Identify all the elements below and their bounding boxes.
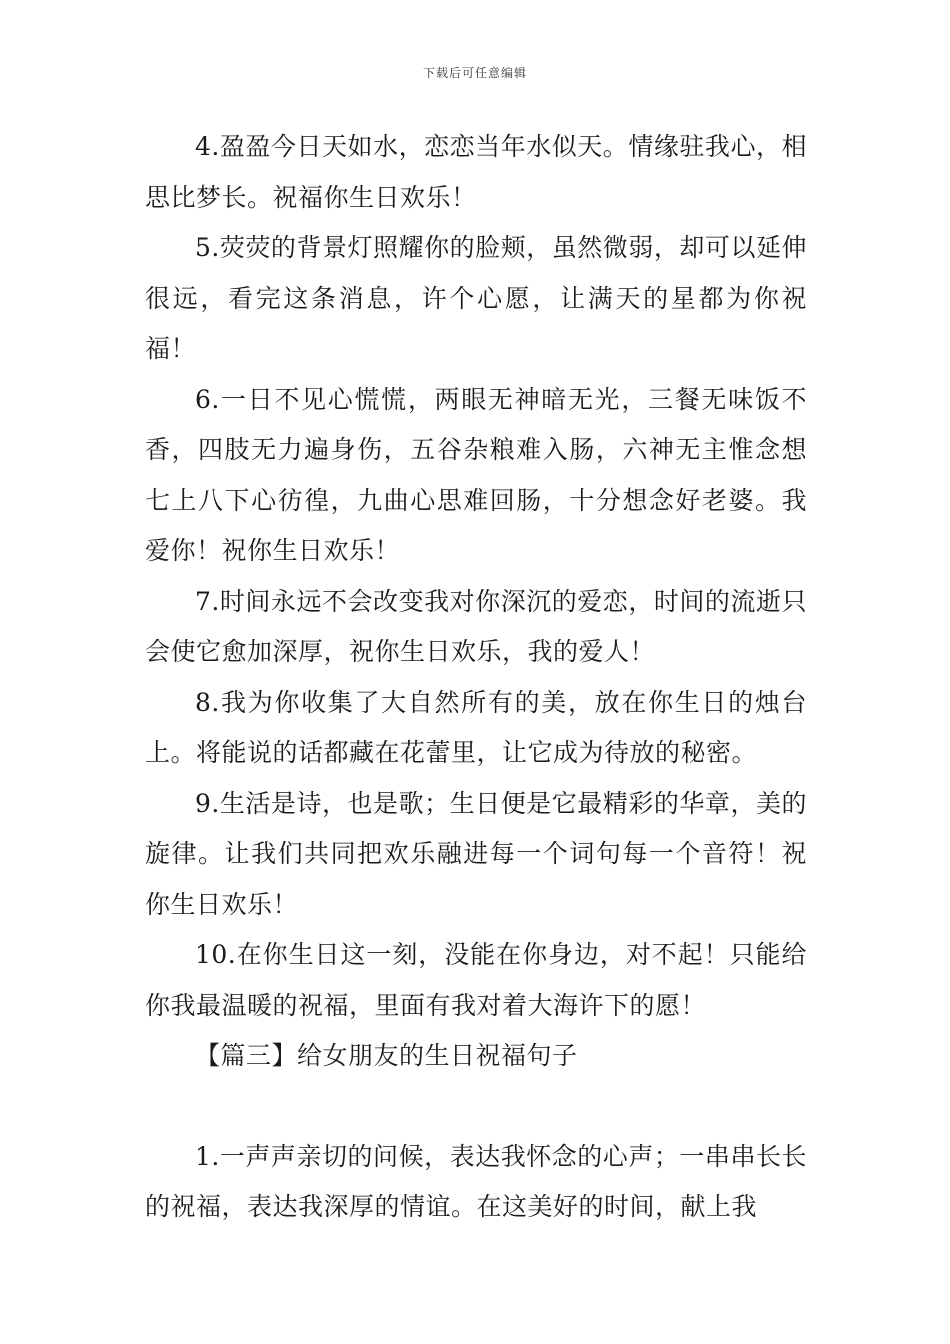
section-heading: 【篇三】给女朋友的生日祝福句子 — [195, 1041, 578, 1070]
header-note: 下载后可任意编辑 — [422, 66, 527, 80]
paragraph-5: 5.荧荧的背景灯照耀你的脸颊，虽然微弱，却可以延伸很远，看完这条消息，许个心愿，让满天的星都为你祝福！ — [145, 233, 807, 363]
paragraph-4: 4.盈盈今日天如水，恋恋当年水似天。情缘驻我心，相思比梦长。祝福你生日欢乐！ — [145, 132, 807, 212]
section-paragraph-1: 1.一声声亲切的问候，表达我怀念的心声；一串串长长的祝福，表达我深厚的情谊。在这美好的时间，献上我 — [145, 1141, 807, 1221]
paragraph-8: 8.我为你收集了大自然所有的美，放在你生日的烛台上。将能说的话都藏在花蕾里，让它成为待放的秘密。 — [145, 687, 807, 767]
paragraph-9: 9.生活是诗，也是歌；生日便是它最精彩的华章，美的旋律。让我们共同把欢乐融进每一个词句每一个音符！祝你生日欢乐！ — [145, 788, 807, 919]
paragraph-6: 6.一日不见心慌慌，两眼无神暗无光，三餐无味饭不香，四肢无力遍身伤，五谷杂粮难入肠，六神无主惟念想七上八下心彷徨，九曲心思难回肠，十分想念好老婆。我爱你！祝你生日欢乐！ — [145, 384, 807, 565]
paragraph-10: 10.在你生日这一刻，没能在你身边，对不起！只能给你我最温暖的祝福，里面有我对着大海许下的愿！ — [145, 940, 807, 1020]
document-body — [145, 122, 807, 1233]
paragraph-7: 7.时间永远不会改变我对你深沉的爱恋，时间的流逝只会使它愈加深厚，祝你生日欢乐，我的爱人！ — [145, 586, 807, 666]
